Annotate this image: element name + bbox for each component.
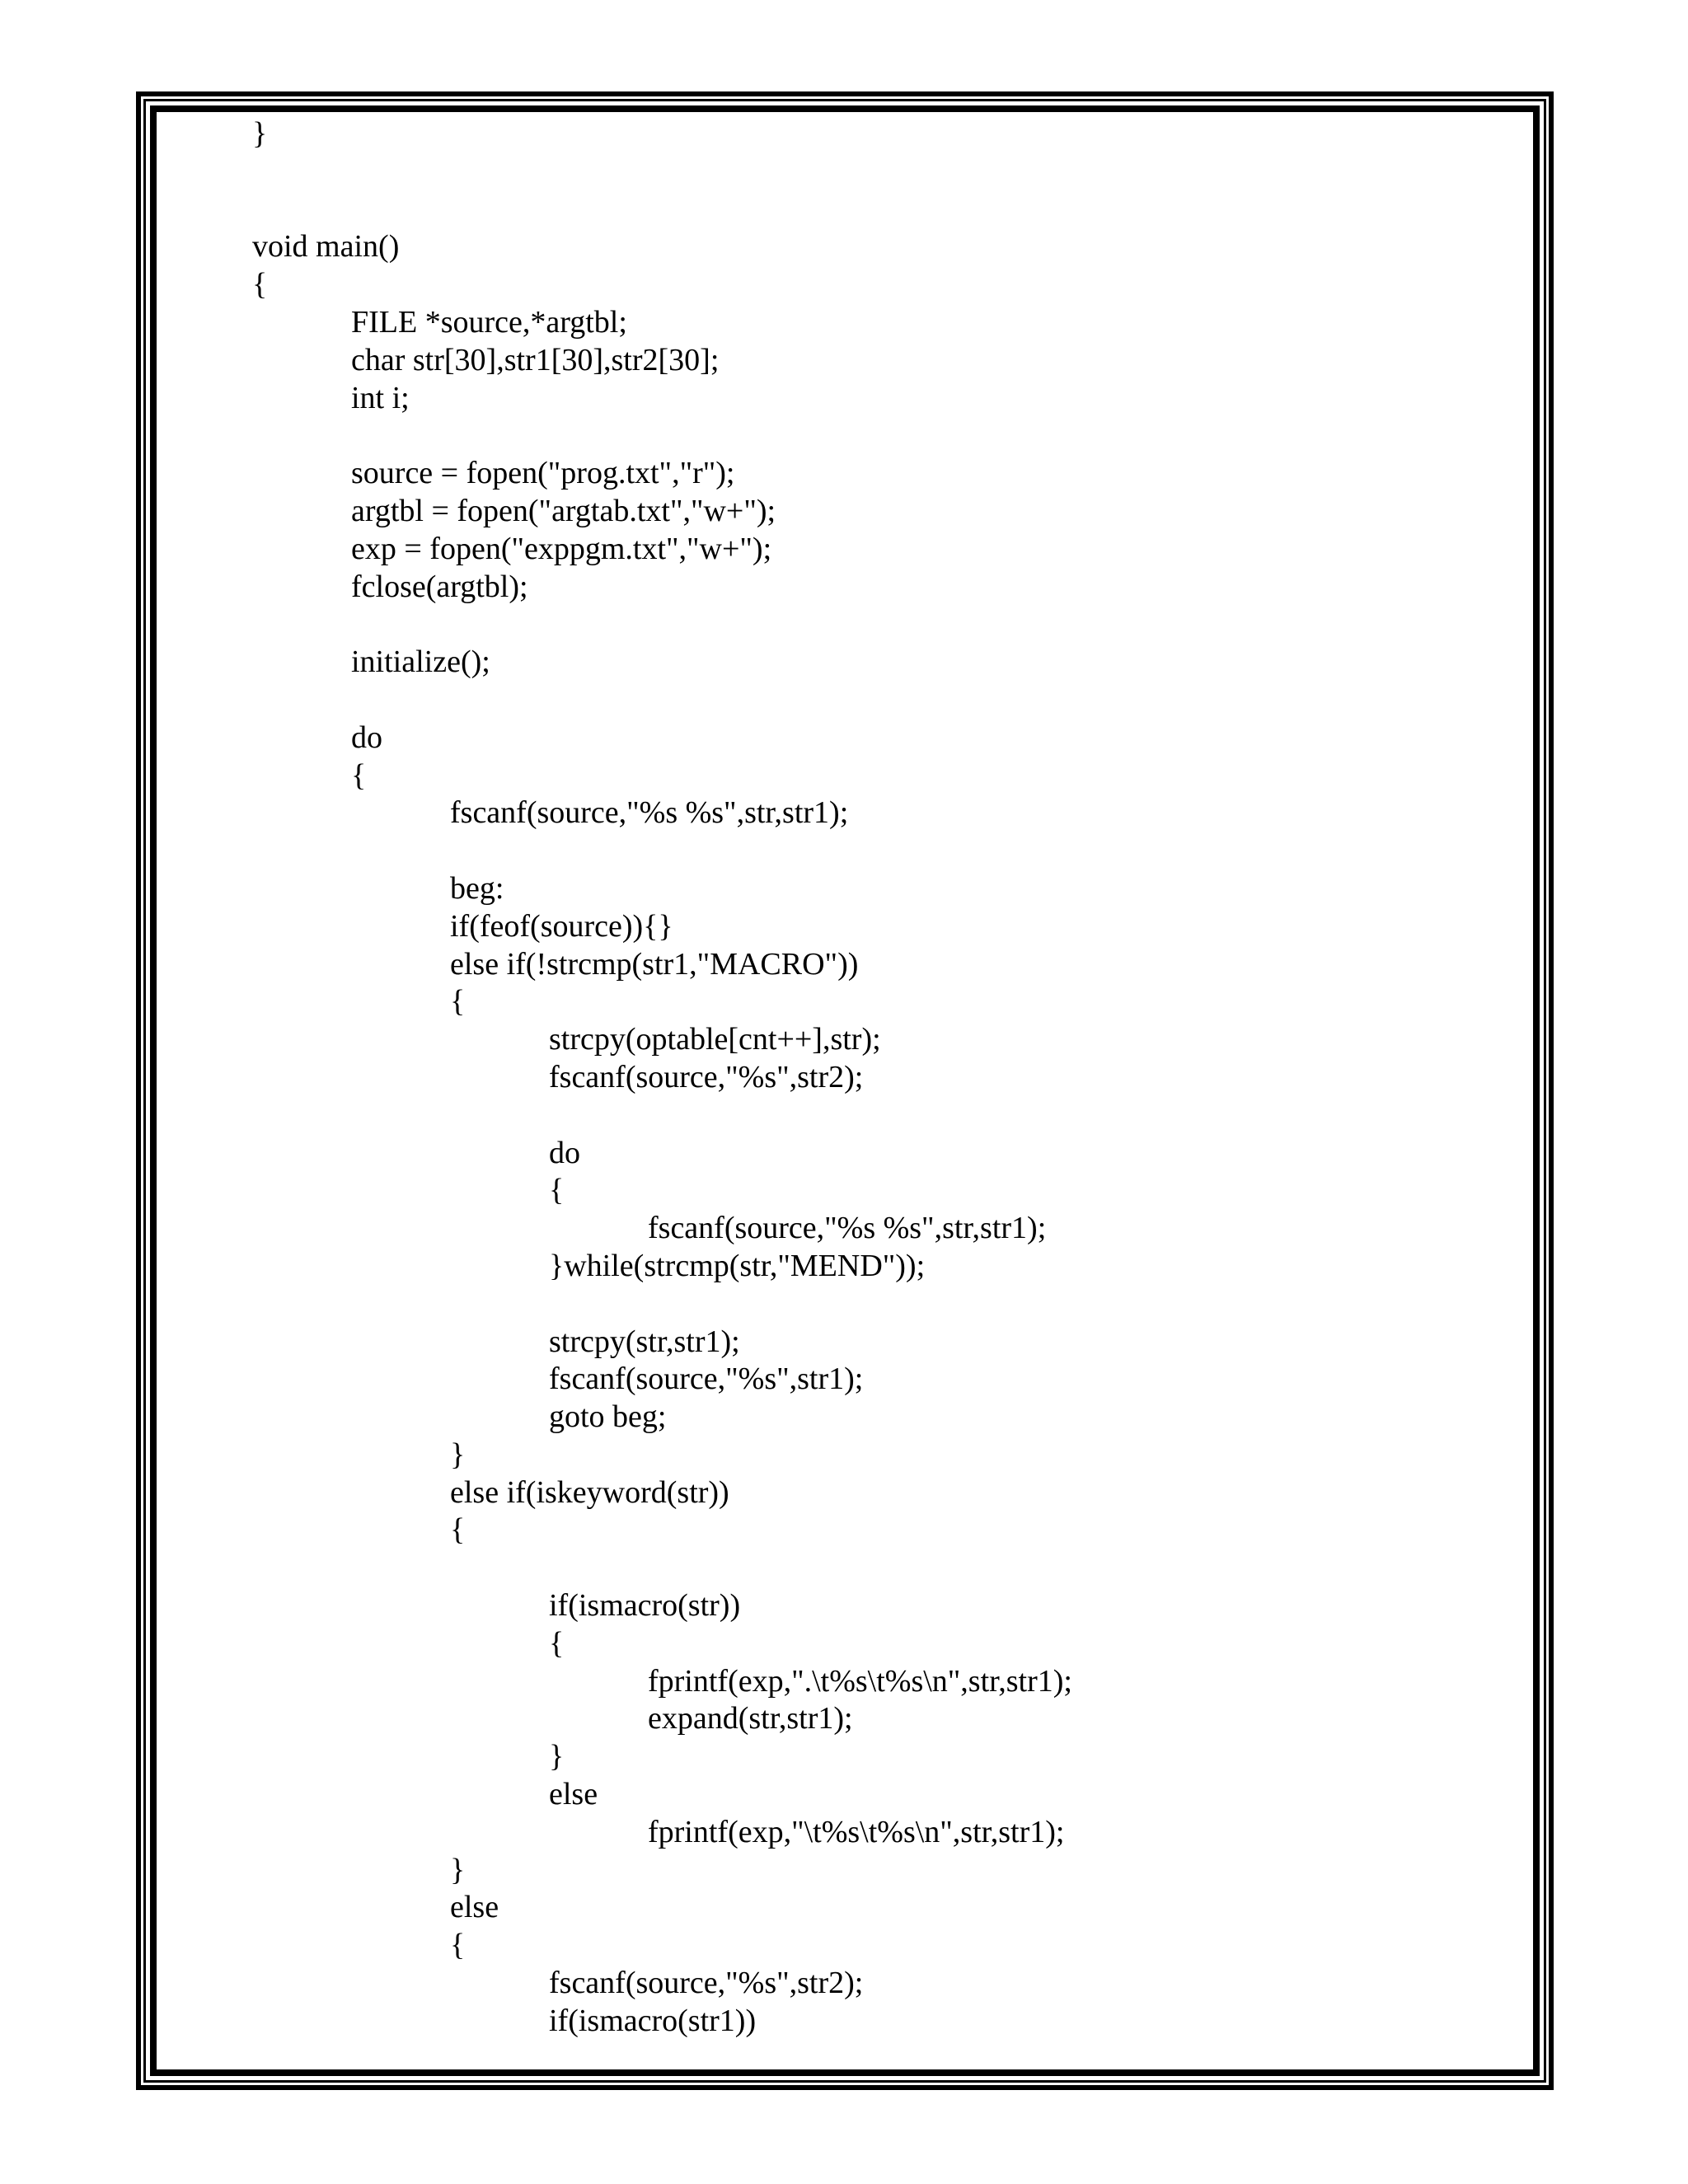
code-line: fclose(argtbl); [351, 569, 528, 604]
code-line: FILE *source,*argtbl; [351, 304, 627, 340]
code-line: beg: [450, 870, 504, 906]
code-line: } [450, 1852, 466, 1887]
code-line: argtbl = fopen("argtab.txt","w+"); [351, 493, 776, 528]
code-line: int i; [351, 380, 410, 415]
code-line: goto beg; [549, 1399, 667, 1435]
code-line: else [549, 1777, 598, 1812]
code-line: fscanf(source,"%s %s",str,str1); [648, 1211, 1047, 1246]
code-blank-line [0, 682, 1688, 719]
code-line: fscanf(source,"%s",str2); [549, 1966, 864, 2001]
code-blank-line [0, 832, 1688, 870]
code-line: char str[30],str1[30],str2[30]; [351, 342, 720, 377]
code-line: if(ismacro(str1)) [549, 2003, 757, 2038]
code-line: } [450, 1436, 466, 1472]
code-line: fscanf(source,"%s",str1); [549, 1361, 864, 1397]
code-line: } [252, 116, 268, 151]
code-blank-line [0, 153, 1688, 191]
code-blank-line [0, 1286, 1688, 1324]
code-line: }while(strcmp(str,"MEND")); [549, 1248, 926, 1283]
code-blank-line [0, 191, 1688, 229]
code-line: { [450, 1512, 466, 1548]
code-line: source = fopen("prog.txt","r"); [351, 456, 735, 491]
code-line: fscanf(source,"%s %s",str,str1); [450, 795, 849, 831]
code-line: fprintf(exp,".\t%s\t%s\n",str,str1); [648, 1663, 1072, 1699]
code-line: else if(iskeyword(str)) [450, 1474, 729, 1510]
code-blank-line [0, 1549, 1688, 1587]
code-line: fprintf(exp,"\t%s\t%s\n",str,str1); [648, 1814, 1065, 1849]
code-line: { [450, 984, 466, 1019]
code-blank-line [0, 417, 1688, 455]
code-line: else [450, 1890, 499, 1925]
code-line: fscanf(source,"%s",str2); [549, 1059, 864, 1094]
code-blank-line [0, 1097, 1688, 1135]
code-line: initialize(); [351, 644, 490, 680]
code-line: strcpy(optable[cnt++],str); [549, 1022, 881, 1057]
code-line: do [549, 1135, 580, 1170]
code-line: strcpy(str,str1); [549, 1324, 740, 1359]
code-line: { [450, 1928, 466, 1963]
code-listing [0, 115, 1688, 2060]
code-line: if(feof(source)){} [450, 908, 673, 944]
code-line: else if(!strcmp(str1,"MACRO")) [450, 946, 859, 982]
code-line: if(ismacro(str)) [549, 1588, 741, 1624]
code-line: exp = fopen("exppgm.txt","w+"); [351, 531, 772, 566]
code-line: { [549, 1173, 565, 1208]
code-line: expand(str,str1); [648, 1701, 853, 1736]
code-line: do [351, 719, 382, 755]
code-line: { [351, 757, 367, 793]
code-line: } [549, 1739, 565, 1774]
code-line: { [549, 1625, 565, 1661]
code-line: { [252, 267, 268, 302]
code-line: void main() [252, 229, 400, 265]
code-blank-line [0, 606, 1688, 644]
